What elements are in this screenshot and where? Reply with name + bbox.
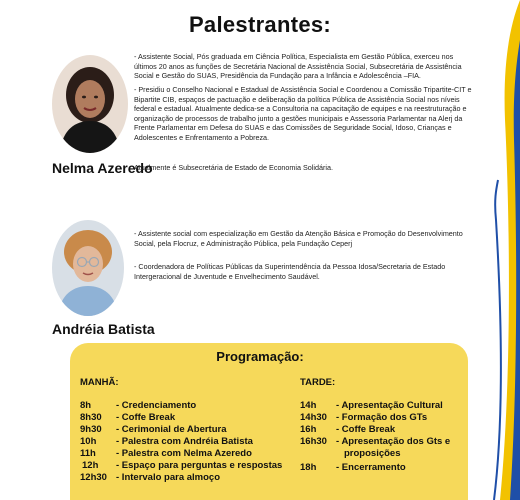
schedule-time: 16h30	[300, 436, 327, 447]
schedule-activity: - Coffe Break	[336, 424, 396, 435]
speaker-bio-paragraph: - Presidiu o Conselho Nacional e Estadual de Assistência Social e Coordenou a Comissão Tripartite-CIT e Bipartite CIB, espaços de pactuação e deliberação da política Pública de Assistência Social nos níveis federal e estadual. Atualmente dedica-se a Consultoria na capacitação de equipes e na reestruturação e organização de processos de trabalho junto a gestões municipais e Assessoria Parlamentar na Alerj da Frente Parlamentar em Defesa do SUAS e das Comissões de Seguridade Social, Idoso, Crianças e Adolescentes e Enfrentamento a Pobreza.	[134, 85, 472, 142]
schedule-activity: - Palestra com Nelma Azeredo	[116, 448, 252, 459]
schedule-time: 8h	[80, 400, 92, 411]
schedule-time: 12h	[82, 460, 99, 471]
schedule-activity: - Coffe Break	[116, 412, 176, 423]
schedule-activity: - Palestra com Andréia Batista	[116, 436, 253, 447]
schedule-time: 11h	[80, 448, 96, 459]
schedule-time: 14h	[300, 400, 317, 411]
afternoon-heading: TARDE:	[300, 377, 336, 388]
schedule-time: 10h	[80, 436, 97, 447]
speaker-name: Nelma Azeredo	[52, 160, 153, 176]
schedule-time: 9h30	[80, 424, 102, 435]
speaker-bio-paragraph: - Assistente Social, Pós graduada em Ciência Política, Especialista em Gestão Pública, exerceu nos últimos 20 anos as funções de Secretária Nacional de Assistência Social, Subsecretária de Assistência Social e Gestão do SUAS, Presidência da Fundação para a Infância e Adolescência –FIA.	[134, 52, 462, 81]
schedule-activity: - Cerimonial de Abertura	[116, 424, 227, 435]
page-title: Palestrantes:	[188, 12, 332, 37]
schedule-time: 12h30	[80, 472, 107, 483]
schedule-activity: - Apresentação dos Gts e	[336, 436, 451, 447]
speaker-photo-nelma	[52, 55, 128, 153]
speaker-bio-paragraph: - Assistente social com especialização em Gestão da Atenção Básica e Promoção do Desenvolvimento Social, pela Flocruz, e Administração Pública, pela Fundação Ceperj	[134, 229, 463, 248]
schedule-activity: - Encerramento	[336, 462, 406, 473]
morning-heading: MANHÃ:	[80, 377, 119, 388]
speaker-bio-paragraph: - Coordenadora de Políticas Públicas da Superintendência da Pessoa Idosa/Secretaria de Estado Intergeracional de Juventude e Envelhecimento Saudável.	[134, 262, 446, 281]
schedule-time: 14h30	[300, 412, 327, 423]
schedule-activity: proposições	[344, 448, 401, 459]
schedule-activity: - Apresentação Cultural	[336, 400, 443, 411]
schedule-time: 8h30	[80, 412, 102, 423]
schedule-time: 16h	[300, 424, 317, 435]
schedule-title: Programação:	[216, 349, 304, 364]
speaker-bio-paragraph: Atualmente é Subsecretária de Estado de Economia Solidária.	[134, 163, 333, 172]
schedule-activity: - Formação dos GTs	[336, 412, 428, 423]
schedule-activity: - Espaço para perguntas e respostas	[116, 460, 283, 471]
speaker-photo-andreia	[52, 220, 124, 316]
speaker-name: Andréia Batista	[52, 321, 155, 337]
schedule-activity: - Intervalo para almoço	[116, 472, 221, 483]
schedule-time: 18h	[300, 462, 317, 473]
schedule-activity: - Credenciamento	[116, 400, 197, 411]
